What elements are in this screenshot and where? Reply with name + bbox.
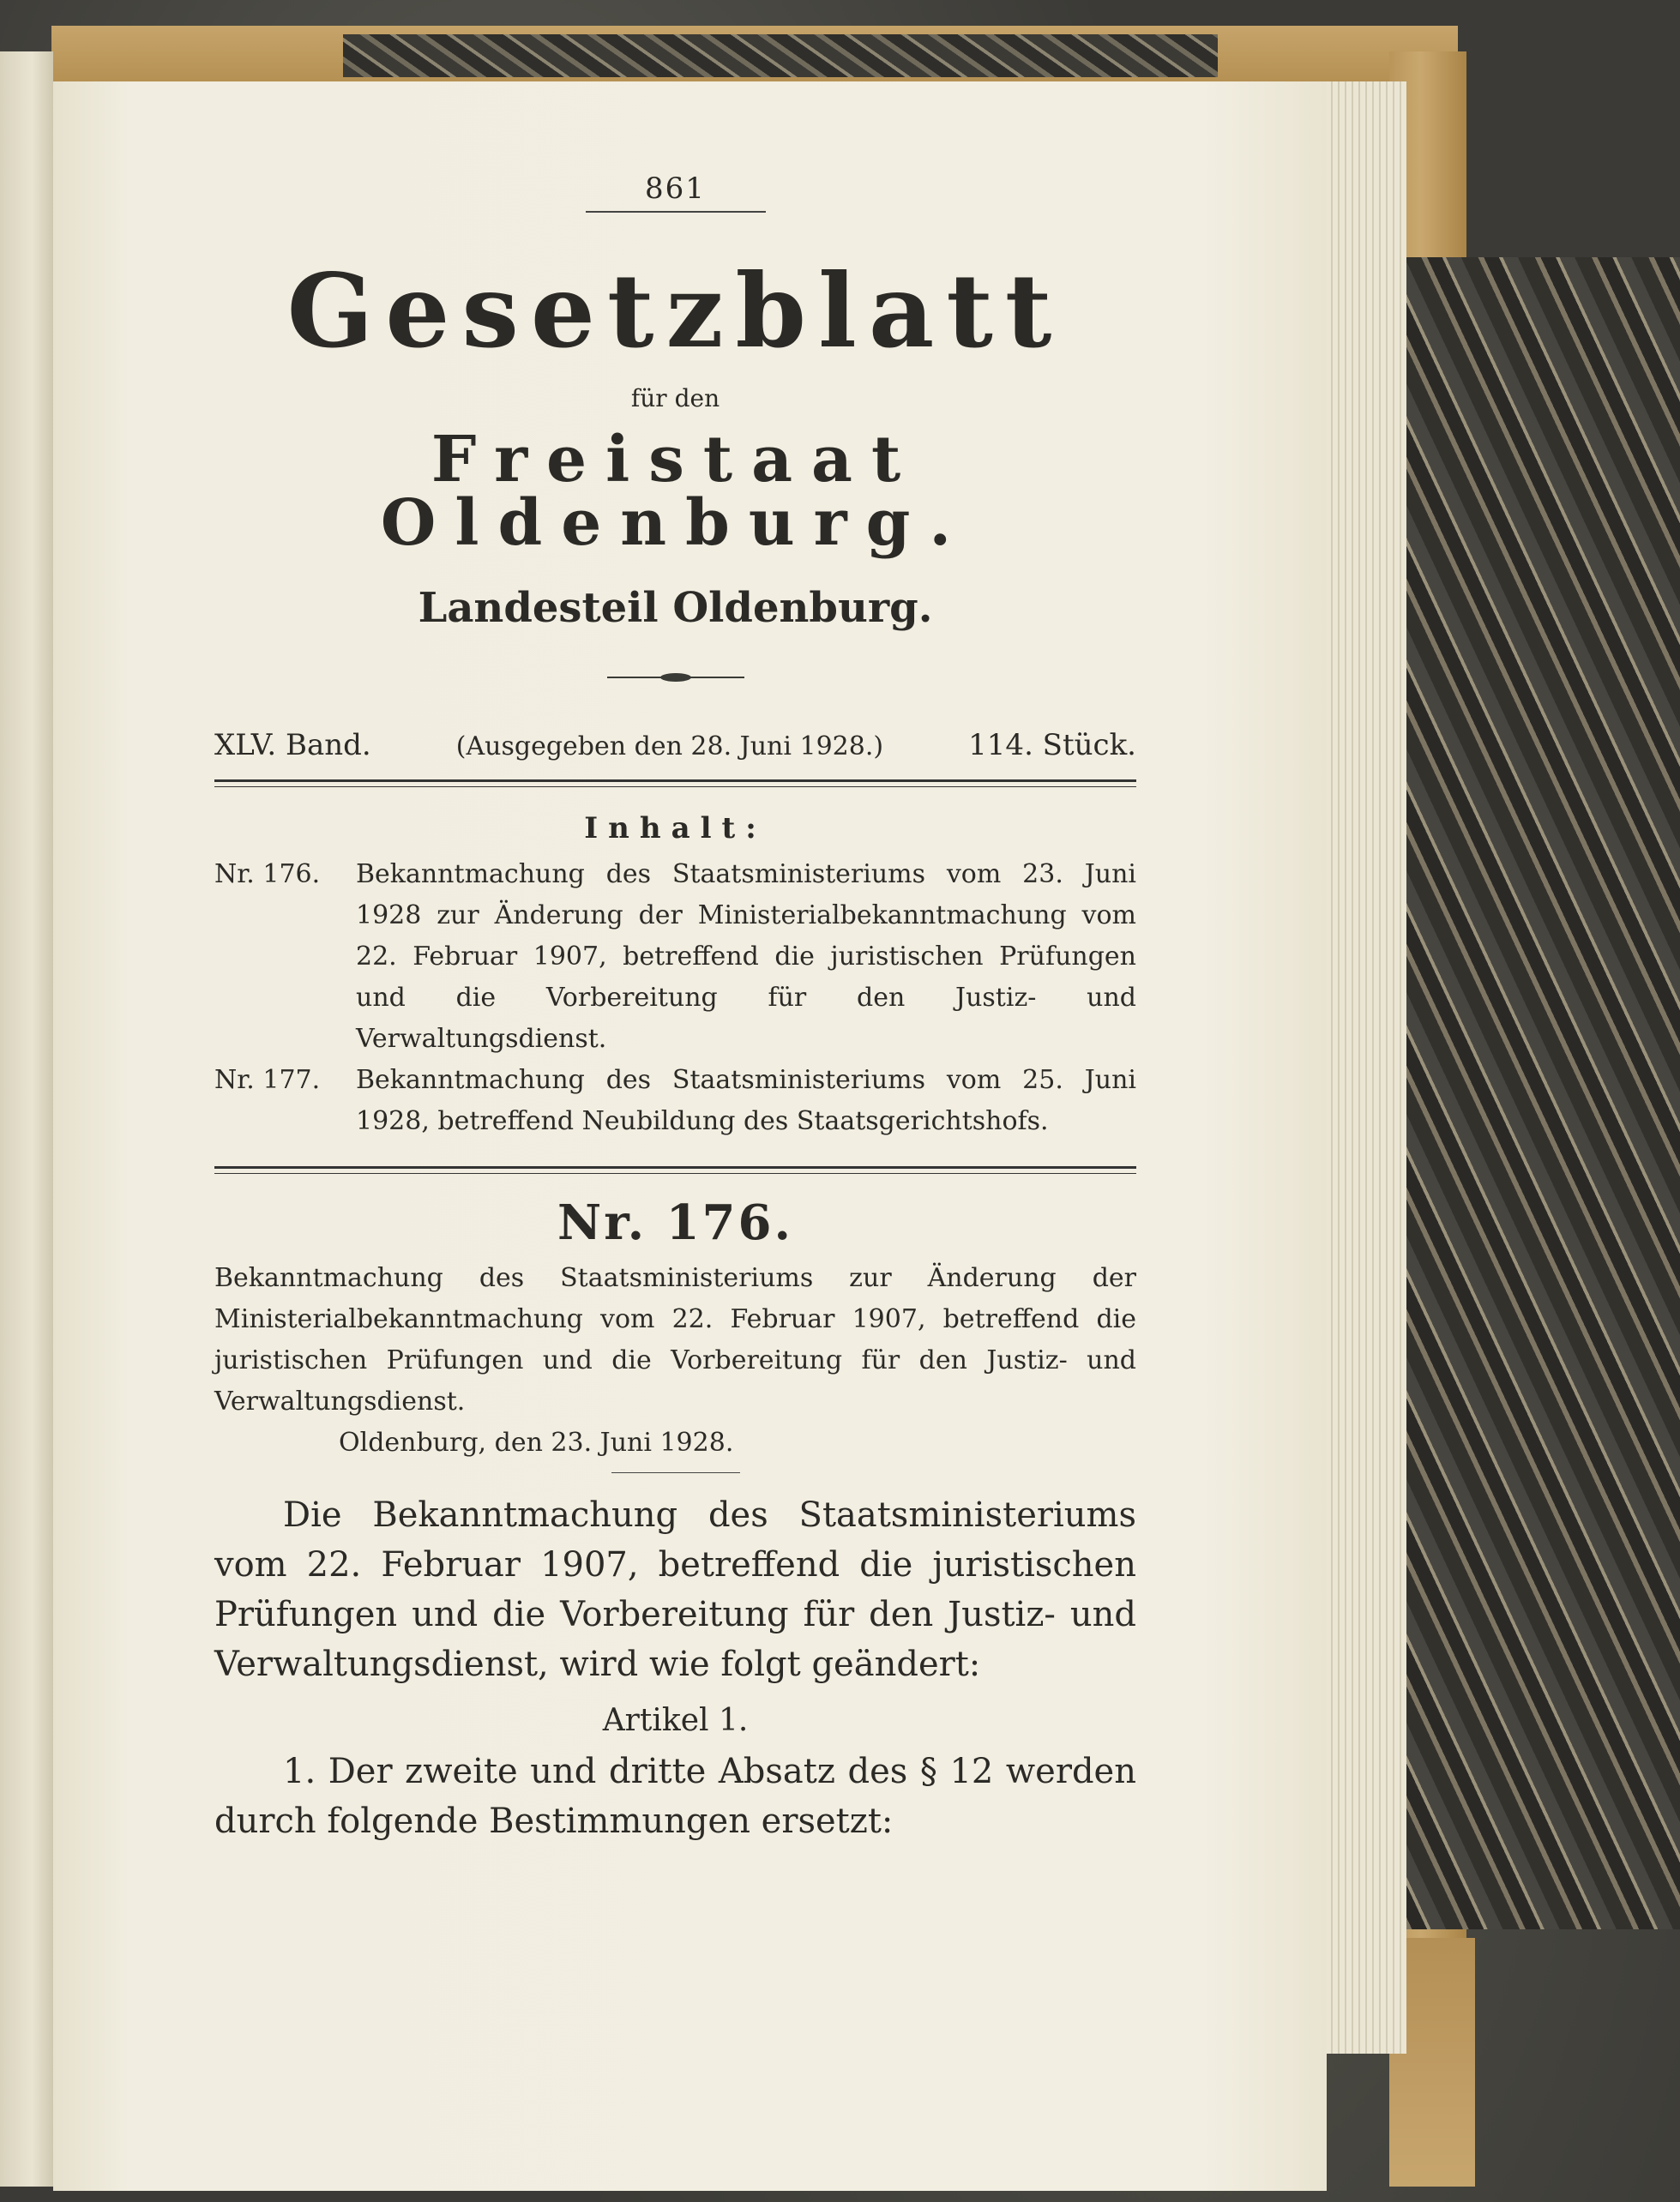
section-place-date: Oldenburg, den 23. Juni 1928. — [339, 1428, 734, 1458]
contents-heading: Inhalt: — [584, 811, 767, 845]
page-number-rule — [586, 211, 766, 213]
double-rule — [214, 1166, 1136, 1174]
section-title: Nr. 176. — [557, 1194, 793, 1251]
ornament-divider — [607, 666, 744, 689]
double-rule — [214, 779, 1136, 787]
masthead-state: Freistaat Oldenburg. — [380, 423, 971, 560]
toc-entry-text: Bekanntmachung des Staatsministeriums vom 23. Juni 1928 zur Änderung der Ministerialbekanntmachung vom 22. Februar 1907, betreffend die juristischen Prüfungen und die Vorbereitung für den Justiz- und Verwaltungsdienst. — [356, 859, 1136, 1054]
toc-entry — [214, 1060, 1136, 1142]
issue-line — [214, 728, 1136, 762]
page-number: 861 — [645, 171, 706, 206]
artikel-heading: Artikel 1. — [602, 1703, 749, 1738]
toc-entry-number: Nr. 177. — [214, 1065, 321, 1095]
left-page-edge — [0, 51, 53, 2187]
marbled-cover-top — [343, 34, 1218, 77]
section-description: Bekanntmachung des Staatsministeriums zur Änderung der Ministerialbekanntmachung vom 22. Februar 1907, betreffend die juristischen Prüfungen und die Vorbereitung für den Justiz- und Verwaltungsdienst. — [214, 1263, 1136, 1417]
masthead-title: Gesetzblatt — [286, 251, 1064, 370]
toc-entry-number: Nr. 176. — [214, 859, 321, 889]
masthead-fuer: für den — [630, 384, 720, 412]
toc-entry — [214, 854, 1136, 1060]
issue-stueck: 114. Stück. — [968, 728, 1136, 762]
marbled-cover-side — [1389, 257, 1680, 1929]
issue-date: (Ausgegeben den 28. Juni 1928.) — [455, 731, 884, 761]
page-content — [214, 154, 1136, 1846]
paragraph-1: 1. Der zweite und dritte Absatz des § 12 werden durch folgende Bestimmungen ersetzt: — [214, 1752, 1136, 1841]
section-intro: Die Bekanntmachung des Staatsministeriums vom 22. Februar 1907, betreffend die juristischen Prüfungen und die Vorbereitung für den Justiz- und Verwaltungsdienst, wird wie folgt geändert: — [214, 1495, 1136, 1684]
masthead-region: Landesteil Oldenburg. — [418, 584, 933, 632]
toc-entry-text: Bekanntmachung des Staatsministeriums vom 25. Juni 1928, betreffend Neubildung des Staatsgerichtshofs. — [356, 1065, 1136, 1136]
issue-band: XLV. Band. — [214, 728, 371, 762]
section-rule — [611, 1472, 740, 1473]
